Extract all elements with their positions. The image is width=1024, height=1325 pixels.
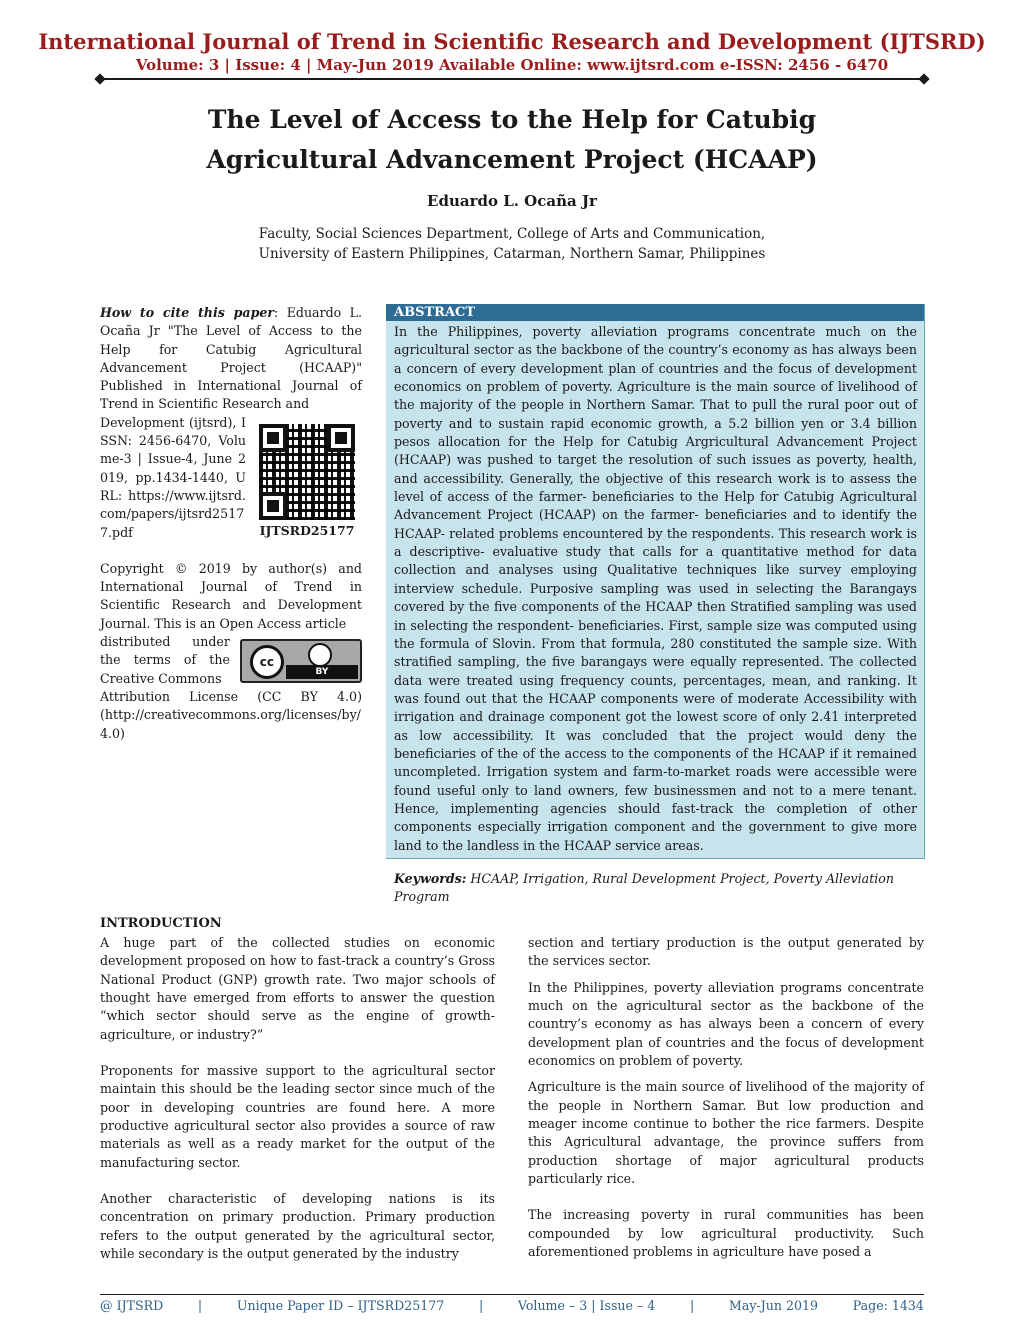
- left-sidebar: [100, 304, 362, 743]
- intro-paragraph: section and tertiary production is the output generated by the services sector.: [528, 935, 924, 969]
- footer-page: Page: 1434: [852, 1298, 924, 1313]
- abstract-heading: ABSTRACT: [386, 304, 924, 321]
- cc-by-license-icon[interactable]: [240, 639, 362, 683]
- footer-volume: Volume – 3 | Issue – 4: [517, 1298, 656, 1313]
- paper-title: [100, 100, 924, 180]
- footer-date: May-Jun 2019: [728, 1298, 819, 1313]
- keywords-text: HCAAP, Irrigation, Rural Development Project, Poverty Alleviation Program: [394, 871, 894, 905]
- intro-paragraph: A huge part of the collected studies on economic development proposed on how to fast-track a country’s Gross National Product (GNP) growth rate. Two major schools of thought have emerged from efforts to answer the question “which sector should serve as the engine of growth- agriculture, or industry?”: [100, 935, 495, 1042]
- author-affiliation: [100, 224, 924, 264]
- intro-column-left: [100, 934, 495, 1282]
- keywords: [394, 870, 924, 907]
- keywords-label: Keywords:: [394, 871, 467, 886]
- intro-paragraph: Proponents for massive support to the agricultural sector maintain this should be the leading sector since much of the poor in developing countries are found here. A more productive agricultural sector also provides a source of raw materials as well as a ready market for the output of the manufacturing sector.: [100, 1063, 495, 1170]
- footer-paper-id: Unique Paper ID – IJTSRD25177: [236, 1298, 445, 1313]
- affiliation-line-2: University of Eastern Philippines, Catarman, Northern Samar, Philippines: [258, 246, 766, 262]
- rule-end-right: [918, 73, 929, 84]
- journal-volume-line: Volume: 3 | Issue: 4 | May-Jun 2019 Available Online: www.ijtsrd.com e-ISSN: 2456 - 6470: [135, 56, 889, 74]
- intro-paragraph: The increasing poverty in rural communities has been compounded by low agricultural productivity. Such aforementioned problems in agriculture have posed a: [528, 1207, 924, 1260]
- citation-row: [100, 414, 362, 542]
- header-rule: [100, 78, 924, 80]
- introduction-heading: INTRODUCTION: [100, 916, 222, 931]
- license-row: [100, 633, 362, 688]
- qr-paper-id: IJTSRD25177: [259, 522, 355, 538]
- author-name: Eduardo L. Ocaña Jr: [427, 192, 597, 210]
- intro-column-right: [528, 934, 924, 1280]
- affiliation-line-1: Faculty, Social Sciences Department, College of Arts and Communication,: [258, 226, 766, 242]
- qr-code-icon[interactable]: [259, 424, 355, 520]
- copyright-text-a: Copyright © 2019 by author(s) and International Journal of Trend in Scientific Research and Development Journal. This is an Open Access article: [100, 560, 362, 631]
- attribution-person-icon: [308, 643, 332, 667]
- intro-paragraph: In the Philippines, poverty alleviation programs concentrate much on the agricultural sector as the backbone of the country’s economy as has always been a concern of every development plan of countries and the focus of development economics on problem of poverty.: [528, 979, 924, 1069]
- footer-separator: |: [478, 1298, 484, 1313]
- abstract-body: In the Philippines, poverty alleviation programs concentrate much on the agricultural sector as the backbone of the country’s economy as has always been a concern of every development plan of countries and the focus of development economics on problem of poverty. Agriculture is the main source of livelihood of the majority of the people in Northern Samar. That to pull the rural poor out of poverty and to sustain rapid economic growth, a 5.2 billion yen or 3.4 billion pesos allocation for the Help for Catubig Argricultural Advancement Project (HCAAP) was pushed to target the resolution of such issues as poverty, health, and accessibility. Generally, the objective of this research work is to assess the level of access of the farmer- beneficiaries to the Help for Catubig Agricultural Advancement Project (HCAAP) on the farmer- beneficiaries and to identify the HCAAP- related problems encountered by the respondents. This research work is a descriptive- evaluative study that calls for a quantitative method for data collection and analyses using Qualitative techniques like survey employing interview schedule. Purposive sampling was used in selecting the Barangays covered by the five components of the HCAAP then Stratified sampling was used in selecting the respondent- beneficiaries. First, sample size was computed using the formula of Slovin. From that formula, 280 constituted the sample size. With stratified sampling, the five barangays were equally represented. The collected data were treated using frequency counts, percentages, mean, and ranking. It was found out that the HCAAP components were of moderate Accessibility with irrigation and drainage component got the lowest score of only 2.41 interpreted as low accessibility. It was concluded that the project would deny the beneficiaries of the of the access to the components of the HCAAP if it remained uncompleted. Irrigation system and farm-to-market roads were accessible were found useful only to land owners, few businessmen and not to a mere tenant. Hence, implementing agencies should fast-track the completion of other components especially irrigation component and the government to give more land to the landless in the HCAAP service areas.: [394, 324, 917, 853]
- page-footer: [100, 1298, 924, 1313]
- cc-logo-icon: cc: [250, 645, 284, 679]
- footer-separator: |: [689, 1298, 695, 1313]
- abstract-box: [386, 304, 925, 859]
- qr-finder: [259, 424, 287, 452]
- by-label: BY: [286, 665, 358, 679]
- journal-title: International Journal of Trend in Scientific Research and Development (IJTSRD): [38, 29, 986, 54]
- qr-finder: [259, 492, 287, 520]
- qr-finder: [327, 424, 355, 452]
- intro-paragraph: Another characteristic of developing nations is its concentration on primary production. Primary production refers to the output generated by the agricultural sector, while secondary is the output generated by the industry: [100, 1191, 495, 1262]
- intro-paragraph: Agriculture is the main source of livelihood of the majority of the people in Northern Samar. But low production and meager income continue to bother the rice farmers. Despite this Agricultural advantage, the province suffers from production shortage of major agricultural products particularly rice.: [528, 1079, 924, 1187]
- footer-separator: |: [197, 1298, 203, 1313]
- copyright-text-c: Attribution License (CC BY 4.0) (http://creativecommons.org/licenses/by/4.0): [100, 688, 362, 741]
- paper-title-line-2: Agricultural Advancement Project (HCAAP): [206, 145, 818, 174]
- citation-text-a: : Eduardo L. Ocaña Jr "The Level of Access to the Help for Catubig Agricultural Advancement Project (HCAAP)" Published in International Journal of Trend in Scientific Research and: [100, 305, 362, 412]
- citation-text-b: Development (ijtsrd), ISSN: 2456-6470, Volume-3 | Issue-4, June 2019, pp.1434-1440, URL: https://www.ijtsrd.com/papers/ijtsrd25177.pdf: [100, 414, 246, 540]
- rule-end-left: [94, 73, 105, 84]
- paper-title-line-1: The Level of Access to the Help for Catubig: [207, 105, 817, 134]
- copyright-text-b: distributed under the terms of the Creative Commons: [100, 634, 230, 686]
- citation-block: [100, 304, 362, 414]
- footer-site: @ IJTSRD: [100, 1298, 164, 1313]
- qr-code-box: [252, 414, 362, 542]
- footer-rule: [100, 1294, 924, 1295]
- citation-label: How to cite this paper: [100, 305, 275, 320]
